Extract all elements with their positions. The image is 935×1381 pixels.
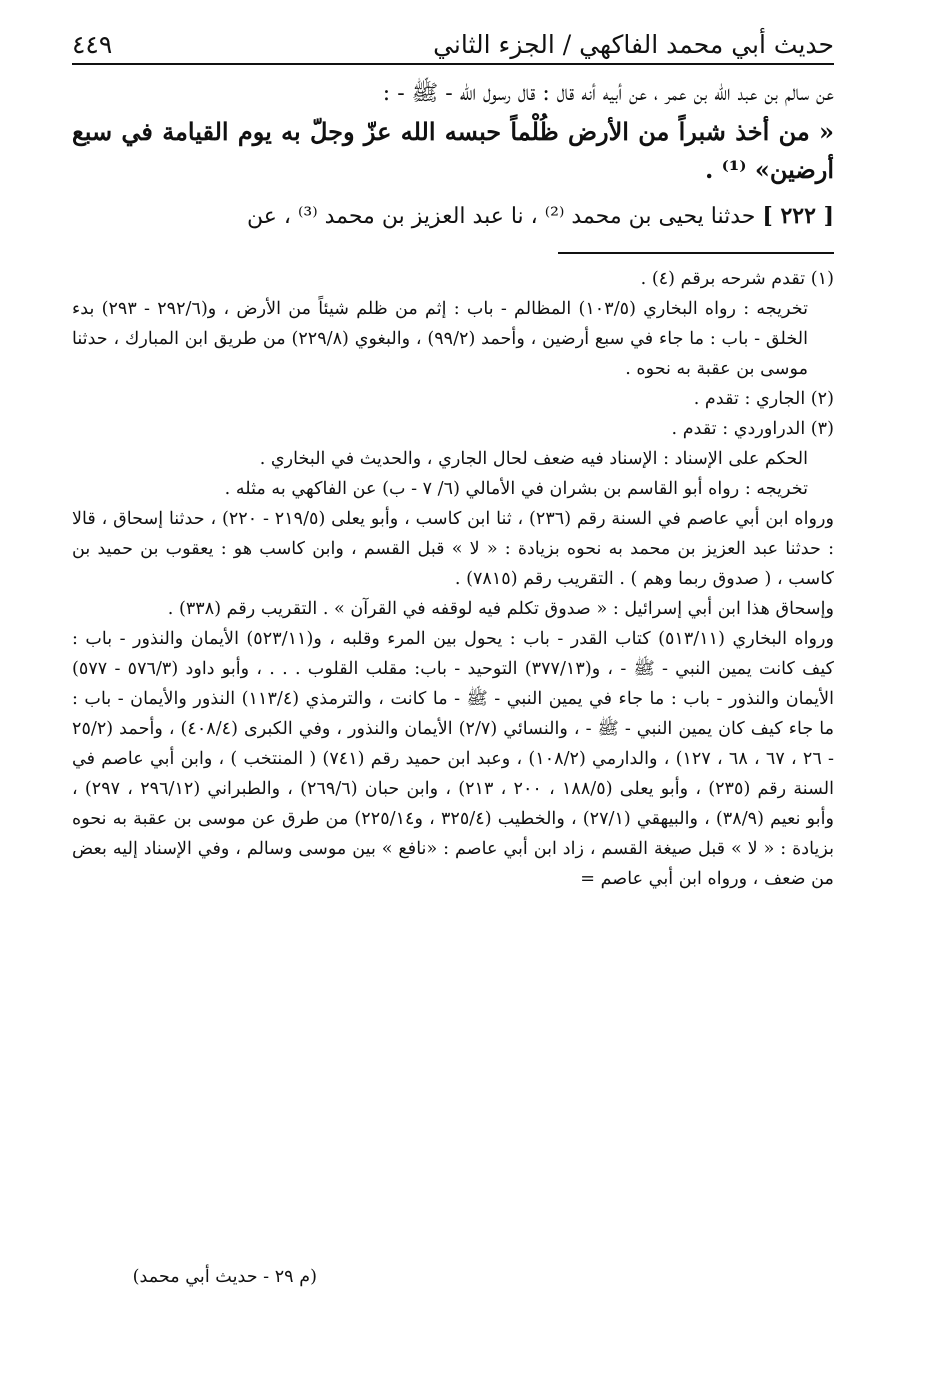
- footnotes: [72, 264, 834, 894]
- main-text: [72, 75, 834, 236]
- note-1: (١) تقدم شرحه برقم (٤) .: [640, 269, 834, 289]
- running-header: [72, 30, 834, 65]
- note-3: (٣) الدراوردي : تقدم .: [671, 419, 834, 439]
- note-bukhari: ورواه البخاري (٥١٣/١١) كتاب القدر - باب : يحول بين المرء وقلبه ، و(٥٢٣/١١) الأيمان والنذور - باب : كيف كانت يمين النبي - ﷺ - ، و(٣٧٧/١٣) التوحيد - باب: مقلب القلوب . . . ، وأبو داود (٥٧٦/٣ - ٥٧٧) الأيمان والنذور - باب : ما جاء في يمين النبي - ﷺ - ما كانت ، والترمذي (١١٣/٤) النذور والأيمان - باب : ما جاء كيف كان يمين النبي - ﷺ - ، والنسائي (٢/٧) الأيمان والنذور ، وفي الكبرى (٤٠٨/٤) ، وأحمد (٢٥/٢ - ٢٦ ، ٦٧ ، ٦٨ ، ١٢٧) ، والدارمي (١٠٨/٢) ، وعبد ابن حميد رقم (٧٤١) ( المنتخب ) ، وابن أبي عاصم في السنة رقم (٢٣٥) ، وأبو يعلى (١٨٨/٥ ، ٢٠٠ ، ٢١٣) ، وابن حبان (٢٦٩/٦) ، والطبراني (٢٩٦/١٢ ، ٢٩٧) ، وأبو نعيم (٣٨/٩) ، والبيهقي (٢٧/١) ، والخطيب (٣٢٥/٤ ، و٢٢٥/١٤) من طرق عن موسى بن عقبة به نحوه بزيادة : « لا » قبل صيغة القسم ، زاد ابن أبي عاصم : «نافع » بين موسى وسالم ، وفي الإسناد إليه بعض من ضعف ، ورواه ابن أبي عاصم =: [72, 629, 835, 889]
- note-takhrij-1: تخريجه : رواه البخاري (١٠٣/٥) المظالم - باب : إثم من ظلم شيئاً من الأرض ، و(٢٩٢/٦ - ٢٩٣) بدء الخلق - باب : ما جاء في سبع أرضين ، وأحمد (٩٩/٢) ، والبغوي (٢٢٩/٨) من طريق ابن المبارك ، حدثنا موسى بن عقبة به نحوه .: [72, 299, 808, 379]
- entry-222: [72, 197, 834, 236]
- note-2: (٢) الجاري : تقدم .: [693, 389, 834, 409]
- signature-mark: (م ٢٩ - حديث أبي محمد): [132, 1267, 317, 1287]
- entry-text: حدثنا يحيى بن محمد ⁽²⁾ ، نا عبد العزيز بن محمد ⁽³⁾ ، عن: [246, 204, 756, 229]
- page-number: ٤٤٩: [72, 30, 113, 59]
- chain-line: عن سالم بن عبد الله بن عمر ، عن أبيه أنه قال : قال رسول الله - ﷺ - :: [382, 81, 834, 106]
- note-ishaq: وإسحاق هذا ابن أبي إسرائيل : « صدوق تكلم فيه لوقفه في القرآن » . التقريب رقم (٣٣٨) .: [167, 599, 834, 619]
- page: [72, 30, 834, 894]
- entry-number: [ ٢٢٢ ]: [762, 203, 834, 229]
- footnote-separator: [558, 252, 834, 254]
- note-hukm: الحكم على الإسناد : الإسناد فيه ضعف لحال الجاري ، والحديث في البخاري .: [259, 449, 808, 469]
- note-ibn-abi-asim: ورواه ابن أبي عاصم في السنة رقم (٢٣٦) ، ثنا ابن كاسب ، وأبو يعلى (٢١٩/٥ - ٢٢٠) ، حدثنا إسحاق ، قالا : حدثنا عبد العزيز بن محمد به نحوه بزيادة : « لا » قبل القسم ، وابن كاسب هو : يعقوب بن حميد بن كاسب ، ( صدوق ربما وهم ) . التقريب رقم (٧٨١٥) .: [72, 509, 834, 589]
- header-title: حديث أبي محمد الفاكهي / الجزء الثاني: [433, 30, 834, 59]
- note-takhrij-2: تخريجه : رواه أبو القاسم بن بشران في الأمالي (٦/ ٧ - ب) عن الفاكهي به مثله .: [224, 479, 808, 499]
- hadith-text: « من أخذ شبراً من الأرض ظُلْماً حبسه الله عزّ وجلّ به يوم القيامة في سبع أرضين» ⁽¹⁾ .: [72, 117, 834, 184]
